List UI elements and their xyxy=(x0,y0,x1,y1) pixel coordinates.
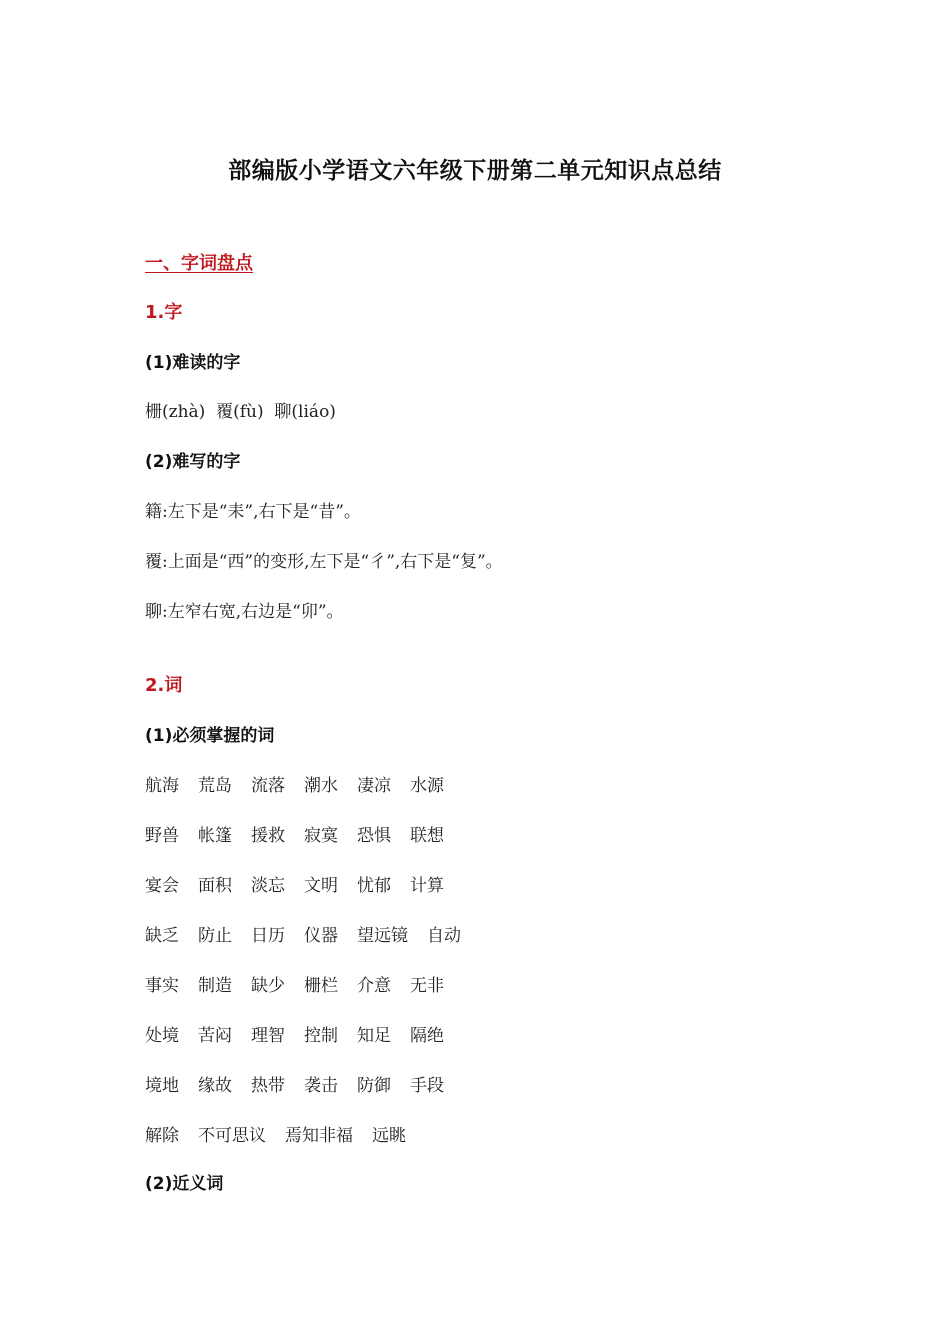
word: 恐惧 xyxy=(357,826,391,846)
word: 帐篷 xyxy=(198,826,232,846)
word: 缺乏 xyxy=(145,926,179,946)
word: 援救 xyxy=(251,826,285,846)
word: 热带 xyxy=(251,1076,285,1096)
hard-to-write-item: 聊:左窄右宽,右边是“卯”。 xyxy=(145,602,344,622)
hard-to-read-list: 栅(zhà) 覆(fù) 聊(liáo) xyxy=(145,402,336,422)
word: 手段 xyxy=(410,1076,444,1096)
word: 水源 xyxy=(410,776,444,796)
word: 流落 xyxy=(251,776,285,796)
word: 文明 xyxy=(304,876,338,896)
word: 日历 xyxy=(251,926,285,946)
word: 防御 xyxy=(357,1076,391,1096)
word: 栅栏 xyxy=(304,976,338,996)
word: 远眺 xyxy=(372,1126,406,1146)
word: 忧郁 xyxy=(357,876,391,896)
hard-to-write-item: 籍:左下是“耒”,右下是“昔”。 xyxy=(145,502,361,522)
must-master-heading: (1)必须掌握的词 xyxy=(145,726,275,746)
word-row xyxy=(145,1024,463,1048)
word-row xyxy=(145,1124,425,1148)
word-row xyxy=(145,1074,463,1098)
word: 计算 xyxy=(410,876,444,896)
synonyms-heading: (2)近义词 xyxy=(145,1174,224,1194)
word: 制造 xyxy=(198,976,232,996)
word-row xyxy=(145,874,463,898)
word: 知足 xyxy=(357,1026,391,1046)
word: 宴会 xyxy=(145,876,179,896)
word: 野兽 xyxy=(145,826,179,846)
word: 焉知非福 xyxy=(285,1126,353,1146)
hard-to-write-heading: (2)难写的字 xyxy=(145,452,241,472)
section-heading-vocabulary: 一、字词盘点 xyxy=(145,253,253,274)
word: 荒岛 xyxy=(198,776,232,796)
word-row xyxy=(145,824,463,848)
word: 缘故 xyxy=(198,1076,232,1096)
word: 处境 xyxy=(145,1026,179,1046)
word: 理智 xyxy=(251,1026,285,1046)
word: 介意 xyxy=(357,976,391,996)
word: 望远镜 xyxy=(357,926,408,946)
word: 凄凉 xyxy=(357,776,391,796)
word: 航海 xyxy=(145,776,179,796)
word: 袭击 xyxy=(304,1076,338,1096)
word: 苦闷 xyxy=(198,1026,232,1046)
word: 面积 xyxy=(198,876,232,896)
word-row xyxy=(145,974,463,998)
word: 不可思议 xyxy=(198,1126,266,1146)
document-title: 部编版小学语文六年级下册第二单元知识点总结 xyxy=(228,158,722,184)
subsection-heading-characters: 1.字 xyxy=(145,302,183,323)
word: 寂寞 xyxy=(304,826,338,846)
word: 事实 xyxy=(145,976,179,996)
word: 无非 xyxy=(410,976,444,996)
word: 控制 xyxy=(304,1026,338,1046)
word: 解除 xyxy=(145,1126,179,1146)
word-row xyxy=(145,774,463,798)
subsection-heading-words: 2.词 xyxy=(145,675,183,696)
word: 自动 xyxy=(427,926,461,946)
word-row xyxy=(145,924,480,948)
word: 仪器 xyxy=(304,926,338,946)
word: 潮水 xyxy=(304,776,338,796)
hard-to-read-heading: (1)难读的字 xyxy=(145,353,241,373)
word: 联想 xyxy=(410,826,444,846)
word: 淡忘 xyxy=(251,876,285,896)
hard-to-write-item: 覆:上面是“西”的变形,左下是“彳”,右下是“复”。 xyxy=(145,552,503,572)
word: 缺少 xyxy=(251,976,285,996)
word: 防止 xyxy=(198,926,232,946)
word: 境地 xyxy=(145,1076,179,1096)
word: 隔绝 xyxy=(410,1026,444,1046)
